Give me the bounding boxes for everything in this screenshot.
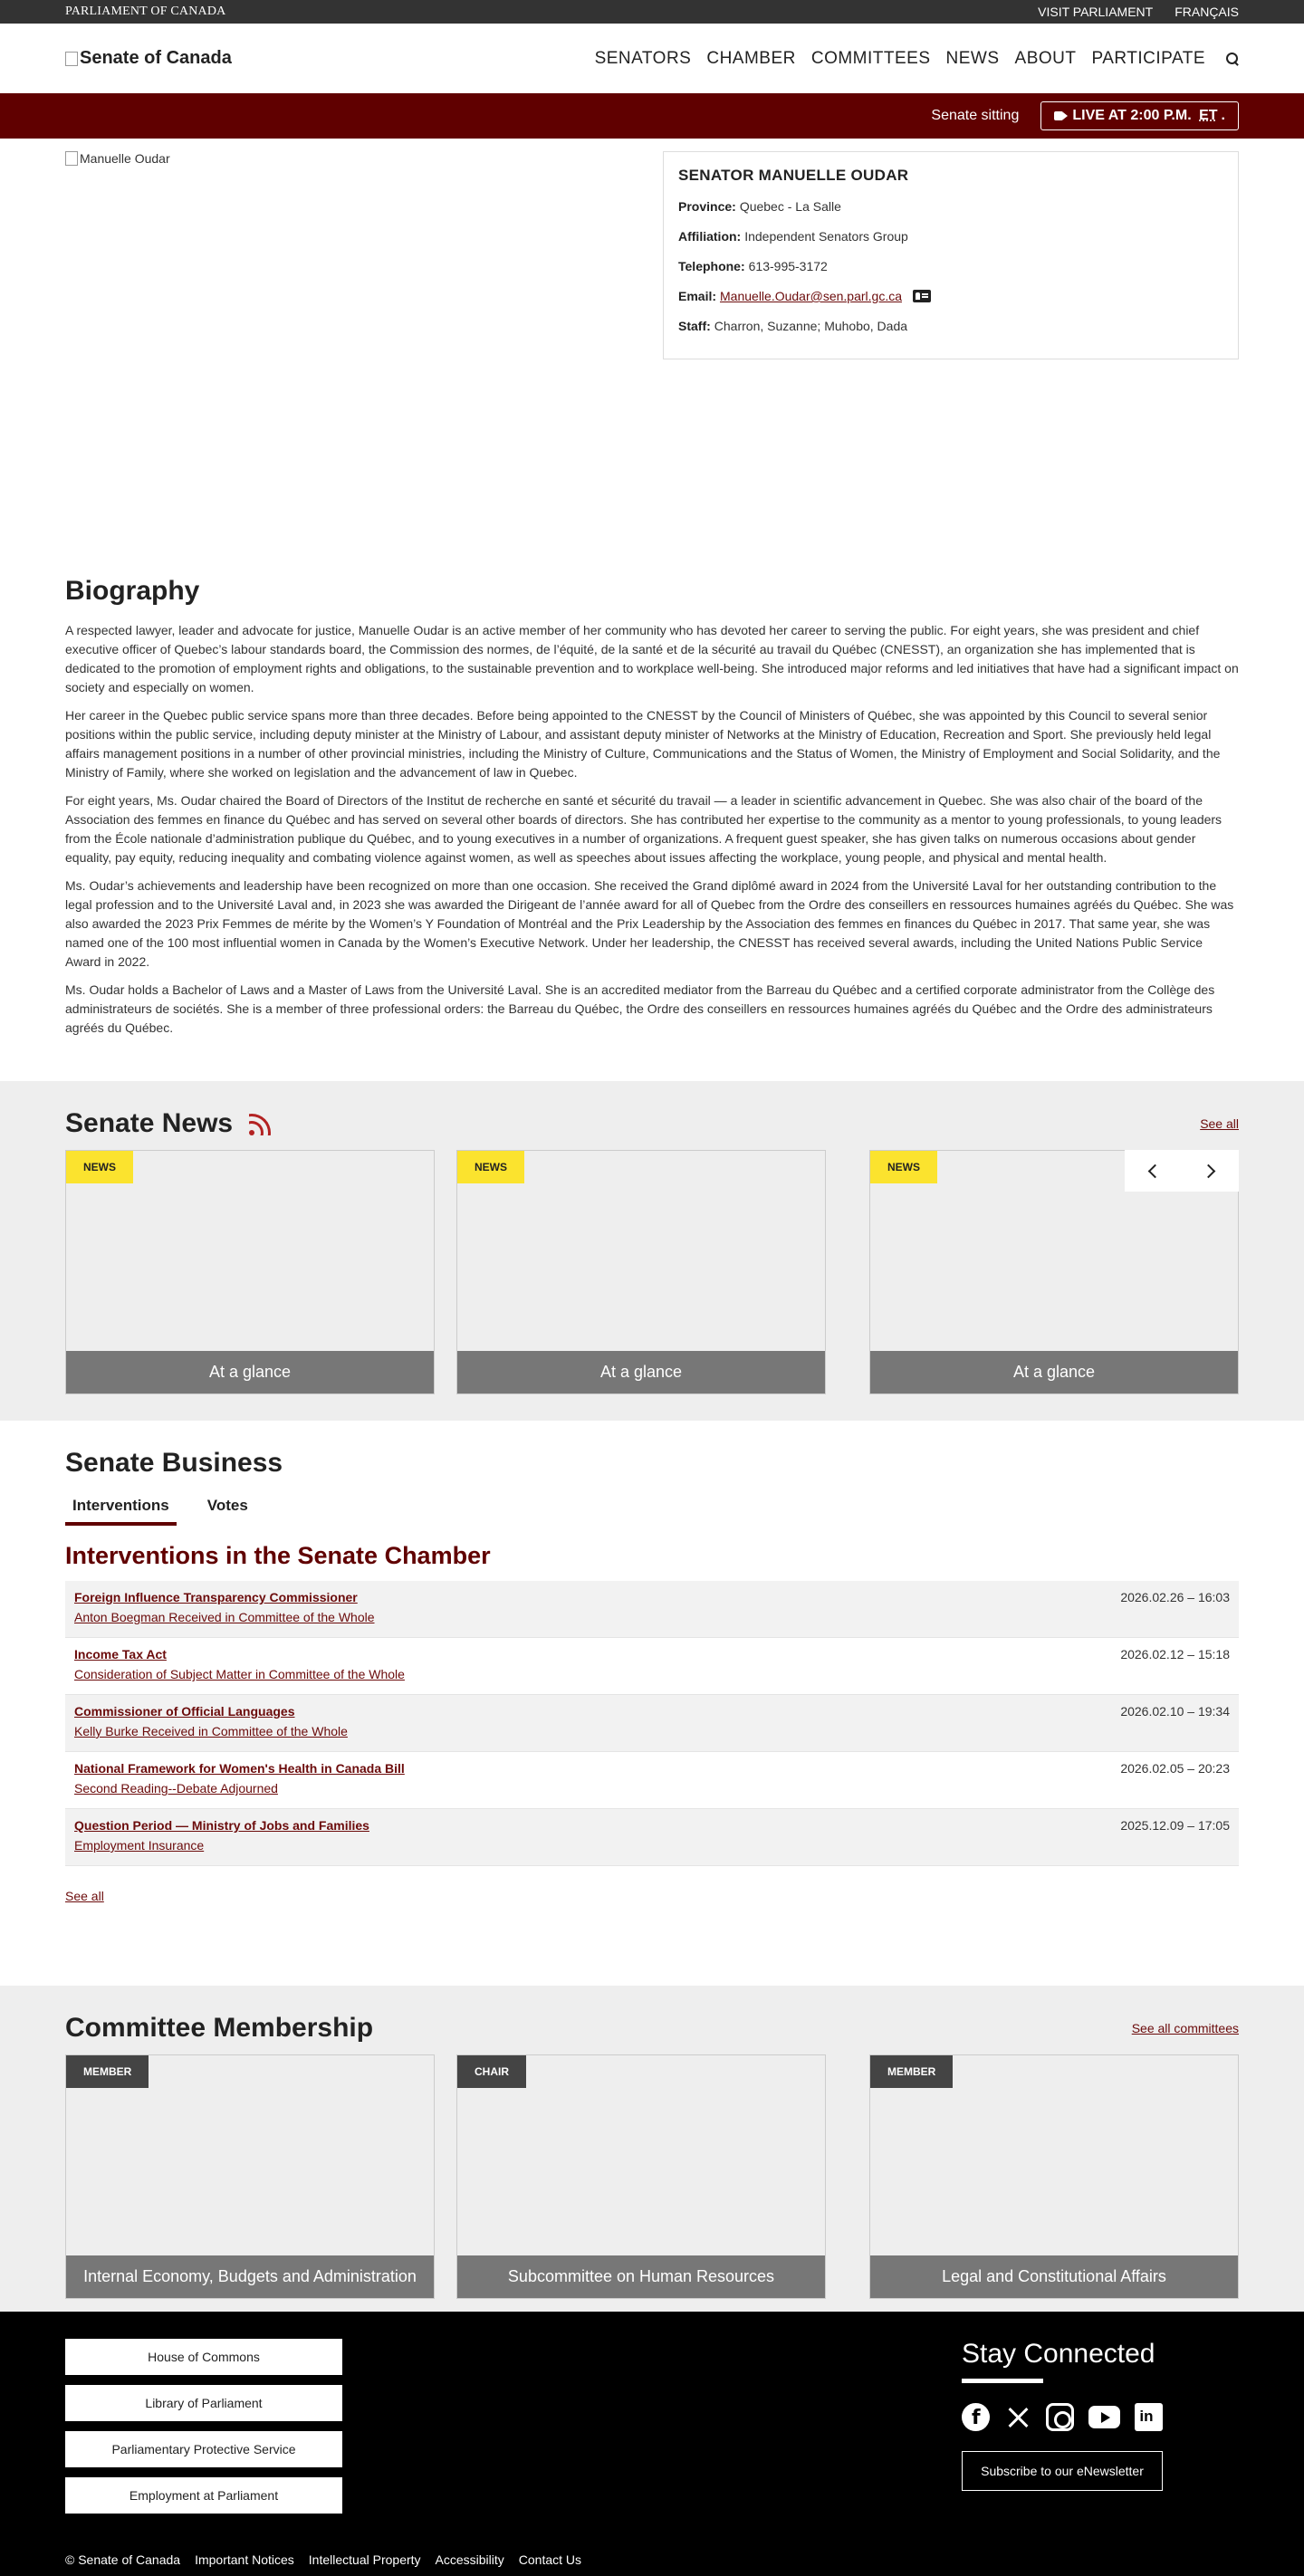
tab-votes[interactable]: Votes — [206, 1497, 248, 1514]
intervention-title-link[interactable]: Question Period — Ministry of Jobs and Families — [74, 1818, 369, 1833]
language-toggle[interactable]: FRANÇAIS — [1175, 5, 1239, 19]
affiliation-label: Affiliation: — [678, 229, 742, 244]
youtube-icon[interactable] — [1088, 2406, 1121, 2428]
news-card-caption: At a glance — [66, 1351, 434, 1393]
intervention-date: 2026.02.10 – 19:34 — [1120, 1704, 1230, 1719]
intervention-row — [65, 1809, 1239, 1866]
main-nav — [595, 49, 1239, 69]
subscribe-newsletter-button[interactable]: Subscribe to our eNewsletter — [962, 2451, 1163, 2491]
staff-value: Charron, Suzanne; Muhobo, Dada — [714, 319, 908, 333]
site-footer — [0, 2312, 1304, 2576]
staff-label: Staff: — [678, 319, 711, 333]
photo-alt-text: Manuelle Oudar — [80, 151, 170, 166]
email-link[interactable]: Manuelle.Oudar@sen.parl.gc.ca — [720, 289, 902, 303]
nav-committees[interactable]: COMMITTEES — [810, 48, 931, 68]
committee-card-caption: Internal Economy, Budgets and Administration — [66, 2255, 434, 2298]
news-card-caption: At a glance — [870, 1351, 1238, 1393]
committee-card[interactable] — [65, 2054, 435, 2299]
logo-alt-text: Senate of Canada — [80, 48, 232, 68]
broken-image-icon — [65, 151, 78, 166]
social-links — [962, 2403, 1163, 2431]
news-tag: NEWS — [66, 1151, 133, 1183]
live-time-text: LIVE AT 2:00 P.M. — [1072, 108, 1196, 123]
broken-image-icon — [65, 52, 78, 66]
sitting-bar — [0, 93, 1304, 139]
intervention-date: 2026.02.26 – 16:03 — [1120, 1590, 1230, 1604]
intervention-date: 2026.02.05 – 20:23 — [1120, 1761, 1230, 1776]
news-card-caption: At a glance — [457, 1351, 825, 1393]
email-label: Email: — [678, 289, 717, 303]
video-camera-icon — [1054, 111, 1063, 120]
email-row — [678, 289, 1223, 303]
contact-card-icon[interactable] — [913, 290, 931, 302]
interventions-see-all-link[interactable]: See all — [65, 1889, 104, 1903]
intervention-row — [65, 1752, 1239, 1809]
affiliation-row — [678, 229, 1223, 244]
committee-card[interactable] — [869, 2054, 1239, 2299]
nav-participate[interactable]: PARTICIPATE — [1091, 48, 1205, 68]
copyright-text: © Senate of Canada — [65, 2552, 181, 2567]
intervention-sub-link[interactable]: Kelly Burke Received in Committee of the Whole — [74, 1724, 348, 1738]
intervention-title-link[interactable]: Foreign Influence Transparency Commissioner — [74, 1590, 358, 1604]
senator-profile — [0, 139, 1304, 401]
biography-title: Biography — [65, 576, 200, 606]
province-value: Quebec - La Salle — [739, 199, 841, 214]
senator-info-card — [663, 151, 1239, 359]
telephone-row — [678, 259, 1223, 273]
committee-role-tag: CHAIR — [457, 2055, 526, 2088]
sitting-label: Senate sitting — [931, 108, 1020, 123]
intervention-title-link[interactable]: National Framework for Women's Health in Canada Bill — [74, 1761, 405, 1776]
intervention-row — [65, 1581, 1239, 1638]
nav-chamber[interactable]: CHAMBER — [706, 48, 796, 68]
intervention-title-link[interactable]: Income Tax Act — [74, 1647, 167, 1661]
chevron-left-icon — [1148, 1164, 1163, 1178]
biography-paragraph: Ms. Oudar’s achievements and leadership have been recognized on more than one occasion. She received the Grand diplômé award in 2024 from the Université Laval for her outstanding contribution to the legal profession and to the Université Laval and, in 2023 she was awarded the Dirigeant de l’année award for all of Quebec from the Ordre des conseillers en ressources humaines agréés du Québec. She was also awarded the 2023 Prix Femmes de mérite by the Women’s Y Foundation of Montréal and the Prix Leadership by the Association des femmes en finances du Québec in 2017. That same year, she was named one of the 100 most influential women in Canada by the Women’s Executive Network. Under her leadership, the CNESST has received several awards, including the United Nations Public Service Award in 2022. — [65, 878, 1234, 969]
news-card[interactable] — [456, 1150, 826, 1394]
biography-paragraph: Her career in the Quebec public service spans more than three decades. Before being appointed to the CNESST by the Council of Ministers of Québec, she was appointed by this Council to several senior positions within the public service, including deputy minister at the Ministry of Labour, and assistant deputy minister of Networks at the Ministry of Education, Recreation and Sport. She previously held legal affairs management positions in a number of other provincial ministries, including the Ministry of Culture, Communications and the Status of Women, the Ministry of Employment and Social Solidarity, and the Ministry of Family, where she worked on legislation and the advancement of law in Quebec. — [65, 708, 1221, 780]
carousel-nav — [1125, 1150, 1239, 1192]
important-notices-link[interactable]: Important Notices — [195, 2552, 294, 2567]
footer-links — [65, 2552, 581, 2567]
intervention-title-link[interactable]: Commissioner of Official Languages — [74, 1704, 295, 1719]
interventions-list — [65, 1581, 1239, 1866]
senate-business-section — [0, 1421, 1304, 1986]
instagram-icon[interactable] — [1046, 2403, 1074, 2431]
nav-about[interactable]: ABOUT — [1014, 48, 1077, 68]
intervention-sub-link[interactable]: Employment Insurance — [74, 1838, 205, 1853]
senator-name: SENATOR MANUELLE OUDAR — [678, 167, 909, 184]
senate-news-title: Senate News — [65, 1108, 234, 1138]
house-of-commons-button[interactable]: House of Commons — [65, 2339, 342, 2375]
telephone-label: Telephone: — [678, 259, 745, 273]
interventions-title: Interventions in the Senate Chamber — [65, 1542, 491, 1569]
telephone-value: 613-995-3172 — [748, 259, 828, 273]
senate-business-title: Senate Business — [65, 1448, 283, 1478]
biography-paragraph: For eight years, Ms. Oudar chaired the Board of Directors of the Institut de recherche en santé et sécurité du travail — a leader in scientific advancement in Quebec. She was also chair of the board of the Association des femmes en finance du Québec and has served on several other boards of directors. She has contributed her expertise to the community as a mentor to young professionals, to young leaders from the École nationale d’administration publique du Québec, and to young executives in a number of organizations. A frequent guest speaker, she has given talks on numerous occasions about gender equality, pay equity, reducing inequality and combating violence against women, as well as speeches about issues affecting the workplace, young people, and physical and mental health. — [65, 793, 1222, 865]
intervention-row — [65, 1638, 1239, 1695]
rss-icon[interactable] — [249, 1112, 273, 1135]
intellectual-property-link[interactable]: Intellectual Property — [308, 2552, 421, 2567]
see-all-committees-link[interactable]: See all committees — [1131, 2021, 1239, 2035]
live-period: . — [1221, 108, 1225, 123]
committee-card-caption: Legal and Constitutional Affairs — [870, 2255, 1238, 2298]
business-tabs — [65, 1491, 1239, 1526]
intervention-sub-link[interactable]: Consideration of Subject Matter in Committee of the Whole — [74, 1667, 405, 1681]
carousel-next-button[interactable] — [1182, 1150, 1239, 1192]
intervention-row — [65, 1695, 1239, 1752]
site-header — [0, 24, 1304, 93]
news-tag: NEWS — [457, 1151, 524, 1183]
biography-paragraph: Ms. Oudar holds a Bachelor of Laws and a Master of Laws from the Université Laval. She is an accredited mediator from the Barreau du Québec and a certified corporate administrator from the Collège des administrateurs de sociétés. She is a member of three professional orders: the Barreau du Québec, the Ordre des conseillers en ressources humaines agréés du Québec and the Ordre des administrateurs agréés du Québec. — [65, 982, 1215, 1035]
senator-photo — [65, 151, 170, 359]
nav-senators[interactable]: SENATORS — [594, 48, 692, 68]
search-icon[interactable] — [1226, 53, 1239, 65]
employment-button[interactable]: Employment at Parliament — [65, 2477, 342, 2514]
x-twitter-icon[interactable] — [1004, 2403, 1032, 2431]
tab-interventions[interactable]: Interventions — [65, 1491, 177, 1526]
biography-paragraph: A respected lawyer, leader and advocate for justice, Manuelle Oudar is an active member of her community who has devoted her career to serving the public. For eight years, she was president and chief executive officer of Quebec’s labour standards board, the Commission des normes, de l’équité, de la santé et de la sécurité au travail du Québec (CNESST), an organization she has implemented that is dedicated to the promotion of employment rights and obligations, to the sustainable prevention and to workplace well-being. She introduced major reforms and led initiatives that have had a significant impact on society and especially on women. — [65, 623, 1239, 694]
intervention-date: 2026.02.12 – 15:18 — [1120, 1647, 1230, 1661]
accessibility-link[interactable]: Accessibility — [435, 2552, 504, 2567]
news-tag: NEWS — [870, 1151, 937, 1183]
live-button[interactable] — [1040, 101, 1239, 130]
staff-row — [678, 319, 1223, 333]
province-label: Province: — [678, 199, 736, 214]
committee-role-tag: MEMBER — [66, 2055, 149, 2088]
stay-connected-title: Stay Connected — [962, 2339, 1043, 2383]
intervention-sub-link[interactable]: Anton Boegman Received in Committee of the Whole — [74, 1610, 375, 1624]
committee-card[interactable] — [456, 2054, 826, 2299]
visit-parliament-link[interactable]: VISIT PARLIAMENT — [1038, 5, 1154, 19]
committee-role-tag: MEMBER — [870, 2055, 953, 2088]
nav-news[interactable]: NEWS — [945, 48, 1000, 68]
intervention-sub-link[interactable]: Second Reading--Debate Adjourned — [74, 1781, 278, 1796]
protective-service-button[interactable]: Parliamentary Protective Service — [65, 2431, 342, 2467]
committee-card-caption: Subcommittee on Human Resources — [457, 2255, 825, 2298]
linkedin-icon[interactable] — [1135, 2403, 1163, 2431]
parliament-link[interactable]: PARLIAMENT OF CANADA — [65, 5, 226, 18]
utility-bar — [0, 0, 1304, 24]
facebook-icon[interactable] — [962, 2403, 990, 2431]
intervention-date: 2025.12.09 – 17:05 — [1120, 1818, 1230, 1833]
news-card[interactable] — [65, 1150, 435, 1394]
timezone-abbr: ET — [1199, 108, 1218, 123]
carousel-prev-button[interactable] — [1125, 1150, 1182, 1192]
biography-section — [0, 401, 1304, 1081]
affiliation-value: Independent Senators Group — [744, 229, 908, 244]
senate-news-section — [0, 1081, 1304, 1421]
library-of-parliament-button[interactable]: Library of Parliament — [65, 2385, 342, 2421]
contact-us-link[interactable]: Contact Us — [518, 2552, 582, 2567]
stay-connected — [962, 2339, 1163, 2491]
chevron-right-icon — [1202, 1164, 1216, 1178]
news-see-all-link[interactable]: See all — [1200, 1116, 1239, 1131]
committee-membership-section — [0, 1986, 1304, 2312]
senate-logo[interactable] — [65, 48, 232, 69]
province-row — [678, 199, 1223, 214]
committee-membership-title: Committee Membership — [65, 2013, 374, 2043]
